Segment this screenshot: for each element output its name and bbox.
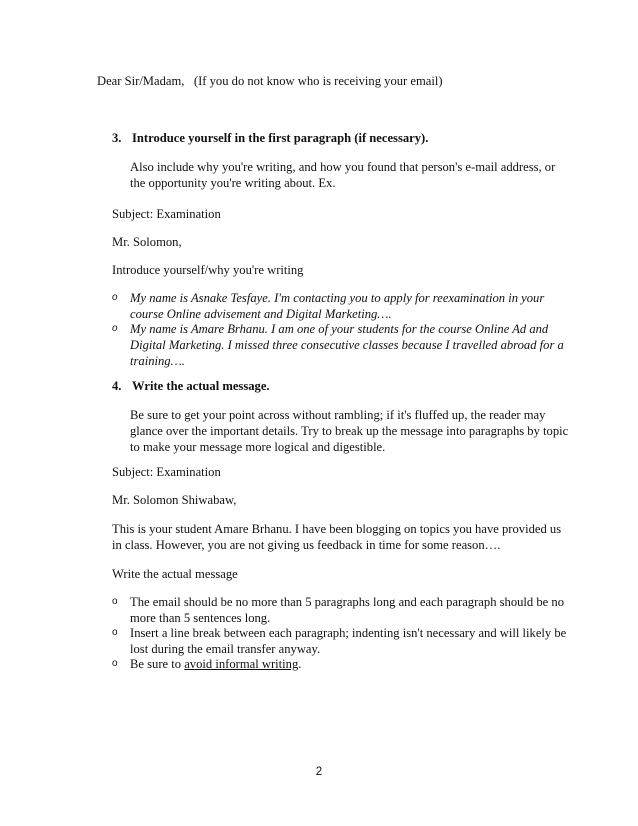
section-3-heading (112, 130, 572, 146)
bullet-marker: o (112, 323, 118, 334)
bullet-marker: o (112, 658, 118, 669)
section-4-heading (112, 378, 572, 394)
bullet-marker: o (112, 292, 118, 303)
salutation: Dear Sir/Madam, (If you do not know who is receiving your email) (97, 74, 443, 88)
list-item (112, 594, 567, 626)
list-item (112, 656, 567, 672)
avoid-informal-writing-link[interactable]: avoid informal writing (184, 657, 299, 671)
example-2-bullet-1: The email should be no more than 5 paragraphs long and each paragraph should be no more than 5 sentences long. (130, 595, 564, 625)
example-2-message: This is your student Amare Brhanu. I have been blogging on topics you have provided us in class. However, you are not giving us feedback in time for some reason…. (112, 522, 562, 552)
example-2-subject: Subject: Examination (112, 465, 221, 479)
bullet-marker: o (112, 596, 118, 607)
example-1-intro: Introduce yourself/why you're writing (112, 263, 304, 277)
section-3-title: Introduce yourself in the first paragraph (if necessary). (132, 131, 429, 145)
section-4-number: 4. (112, 379, 122, 393)
example-1-bullet-2: My name is Amare Brhanu. I am one of your students for the course Online Ad and Digital Marketing. I missed three consecutive classes because I travelled abroad for a training…. (130, 322, 564, 368)
bullet-marker: o (112, 627, 118, 638)
bullet-3-prefix: Be sure to (130, 657, 185, 671)
bullet-3-suffix: . (298, 657, 302, 671)
section-4-body: Be sure to get your point across without rambling; if it's fluffed up, the reader may glance over the important details. Try to break up the message into paragraphs by topic to make your message more logical and digestible. (130, 408, 569, 454)
list-item (112, 321, 567, 369)
example-2-bullet-2: Insert a line break between each paragraph; indenting isn't necessary and will likely be lost during the email transfer anyway. (130, 626, 567, 656)
list-item (112, 290, 567, 322)
example-1-addressee: Mr. Solomon, (112, 235, 182, 249)
section-3-body: Also include why you're writing, and how you found that person's e-mail address, or the opportunity you're writing about. Ex. (130, 160, 556, 190)
example-2-bullet-3 (130, 656, 567, 672)
page-number: 2 (315, 766, 323, 778)
example-2-addressee: Mr. Solomon Shiwabaw, (112, 493, 237, 507)
section-3-number: 3. (112, 131, 122, 145)
list-item (112, 625, 567, 657)
example-1-bullet-1: My name is Asnake Tesfaye. I'm contacting you to apply for reexamination in your course Online advisement and Digital Marketing…. (130, 291, 545, 321)
example-2-intro: Write the actual message (112, 567, 238, 581)
section-4-title: Write the actual message. (132, 379, 270, 393)
example-1-subject: Subject: Examination (112, 207, 221, 221)
